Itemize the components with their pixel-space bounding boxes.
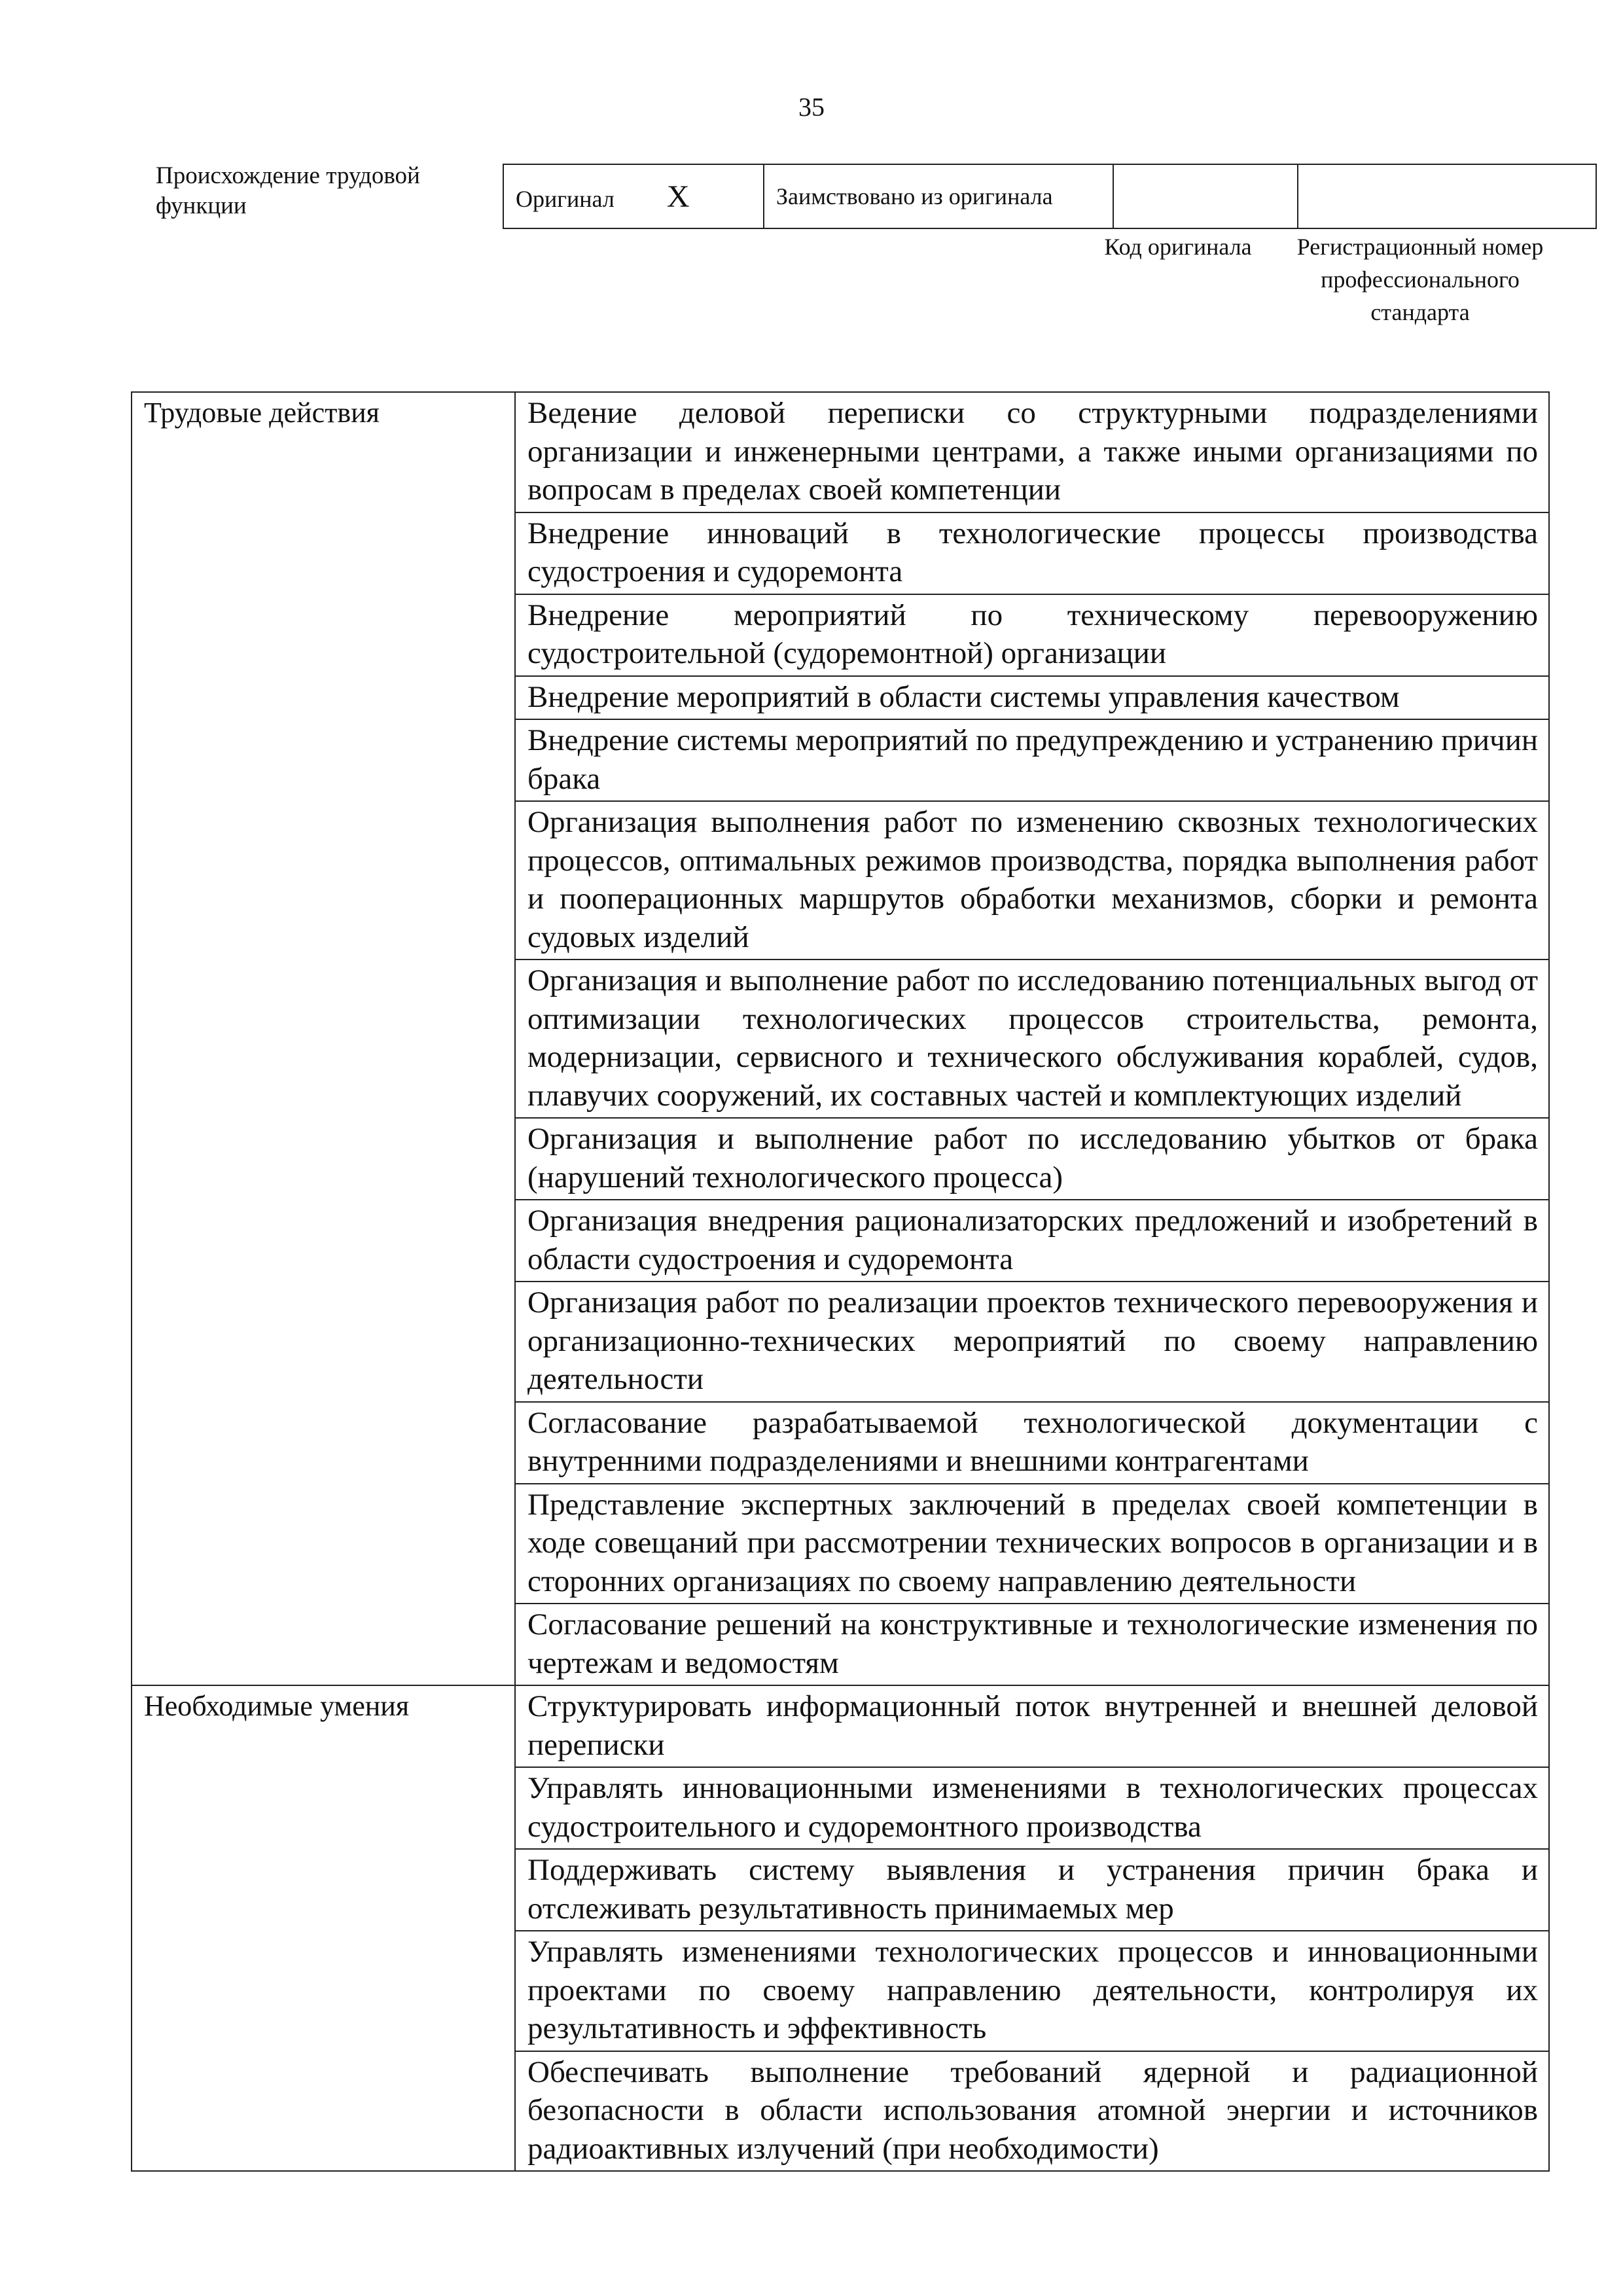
main-table xyxy=(131,391,1550,2172)
labor-action-item: Внедрение мероприятий по техническому перевооружению судостроительной (судоремонтной) организации xyxy=(515,594,1549,676)
labor-action-item: Организация и выполнение работ по исследованию потенциальных выгод от оптимизации технологических процессов строительства, ремонта, модернизации, сервисного и технического обслуживания кораблей, судов, плавучих сооружений, их составных частей и комплектующих изделий xyxy=(515,960,1549,1118)
labor-action-item: Внедрение инноваций в технологические процессы производства судостроения и судоремонта xyxy=(515,512,1549,594)
labor-action-item: Организация работ по реализации проектов технического перевооружения и организационно-технических мероприятий по своему направлению деятельности xyxy=(515,1282,1549,1402)
registration-cell xyxy=(1298,164,1596,228)
skill-item: Поддерживать систему выявления и устранения причин брака и отслеживать результативность принимаемых мер xyxy=(515,1849,1549,1931)
skill-item: Управлять инновационными изменениями в технологических процессах судостроительного и судоремонтного производства xyxy=(515,1767,1549,1849)
original-label: Оригинал xyxy=(516,185,615,212)
origin-label: Происхождение трудовой функции xyxy=(156,162,420,219)
labor-action-item: Внедрение системы мероприятий по предупреждению и устранению причин брака xyxy=(515,719,1549,801)
labor-actions-title: Трудовые действия xyxy=(132,392,515,1685)
labor-action-item: Организация выполнения работ по изменению сквозных технологических процессов, оптимальных режимов производства, порядка выполнения работ и пооперационных маршрутов обработки механизмов, сборки и ремонта судовых изделий xyxy=(515,801,1549,960)
labor-action-item: Ведение деловой переписки со структурными подразделениями организации и инженерными центрами, а также иными организациями по вопросам в пределах своей компетенции xyxy=(515,392,1549,512)
original-cell xyxy=(503,164,764,228)
required-skills-title: Необходимые умения xyxy=(132,1685,515,2171)
labor-action-item: Организация внедрения рационализаторских предложений и изобретений в области судостроения и судоремонта xyxy=(515,1200,1549,1282)
code-caption: Код оригинала xyxy=(1104,234,1252,260)
page-number: 35 xyxy=(798,92,825,122)
skill-item: Обеспечивать выполнение требований ядерной и радиационной безопасности в области использования атомной энергии и источников радиоактивных излучений (при необходимости) xyxy=(515,2051,1549,2172)
labor-action-item: Согласование решений на конструктивные и технологические изменения по чертежам и ведомостям xyxy=(515,1604,1549,1685)
code-cell xyxy=(1113,164,1298,228)
origin-table xyxy=(503,164,1597,229)
skill-item: Управлять изменениями технологических процессов и инновационными проектами по своему направлению деятельности, контролируя их результативность и эффективность xyxy=(515,1931,1549,2051)
borrowed-cell: Заимствовано из оригинала xyxy=(764,164,1113,228)
registration-caption: Регистрационный номер профессионального стандарта xyxy=(1296,234,1544,325)
labor-action-item: Организация и выполнение работ по исследованию убытков от брака (нарушений технологического процесса) xyxy=(515,1118,1549,1200)
original-mark: X xyxy=(666,179,690,214)
skill-item: Структурировать информационный поток внутренней и внешней деловой переписки xyxy=(515,1685,1549,1767)
labor-action-item: Внедрение мероприятий в области системы управления качеством xyxy=(515,676,1549,720)
labor-action-item: Согласование разрабатываемой технологической документации с внутренними подразделениями и внешними контрагентами xyxy=(515,1402,1549,1484)
labor-action-item: Представление экспертных заключений в пределах своей компетенции в ходе совещаний при рассмотрении технических вопросов в организации и в сторонних организациях по своему направлению деятельности xyxy=(515,1484,1549,1604)
